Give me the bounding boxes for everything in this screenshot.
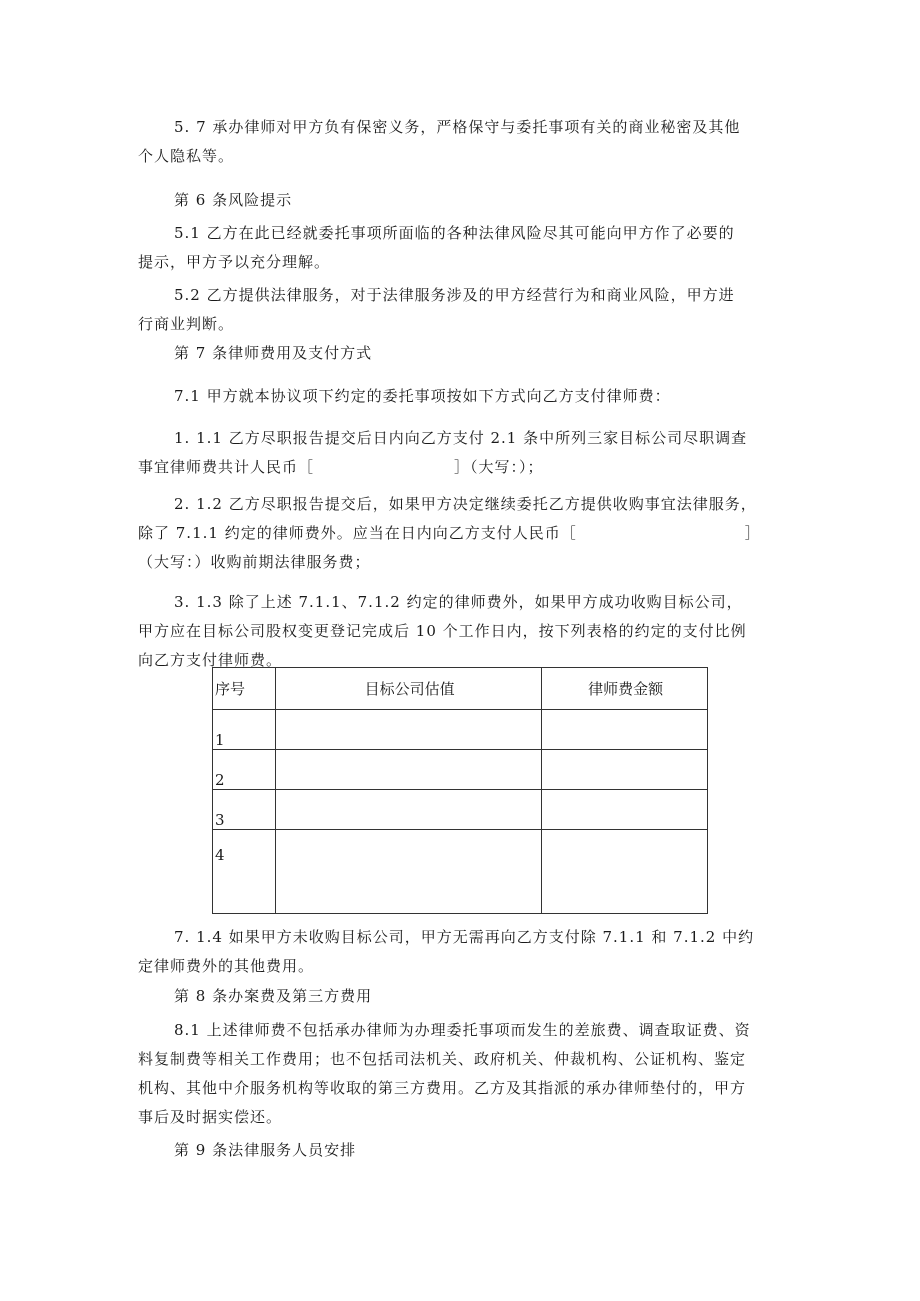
clause-7-1-1 — [138, 424, 784, 482]
clause-line: 1. 1.1 乙方尽职报告提交后日内向乙方支付 2.1 条中所列三家目标公司尽职调查 — [174, 429, 748, 447]
clause-5-7 — [138, 113, 784, 171]
clause-line: 7. 1.4 如果甲方未收购目标公司，甲方无需再向乙方支付除 7.1.1 和 7.1.2 中约 — [174, 928, 755, 946]
row-fee — [542, 750, 708, 790]
clause-text: ］（大写：）； — [454, 458, 544, 476]
clause-line: 甲方应在目标公司股权变更登记完成后 10 个工作日内，按下列表格的约定的支付比例 — [138, 622, 747, 640]
table-header-row — [213, 668, 708, 710]
clause-line: 料复制费等相关工作费用；也不包括司法机关、政府机关、仲裁机构、公证机构、鉴定 — [138, 1050, 747, 1068]
row-index: 1 — [213, 710, 276, 750]
clause-5-1 — [138, 219, 784, 277]
table-row — [213, 710, 708, 750]
clause-line — [138, 453, 784, 482]
header-valuation: 目标公司估值 — [275, 668, 541, 710]
clause-line: 5.1 乙方在此已经就委托事项所面临的各种法律风险尽其可能向甲方作了必要的 — [174, 224, 735, 242]
header-index: 序号 — [213, 668, 276, 710]
clause-line: 8.1 上述律师费不包括承办律师为办理委托事项而发生的差旅费、调查取证费、资 — [174, 1021, 751, 1039]
row-valuation — [275, 830, 541, 914]
clause-text: 事宜律师费共计人民币［ — [138, 458, 315, 476]
clause-8-1 — [138, 1016, 784, 1132]
row-index: 2 — [213, 750, 276, 790]
clause-line: 提示，甲方予以充分理解。 — [138, 253, 331, 271]
clause-line: 定律师费外的其他费用。 — [138, 957, 315, 975]
clause-line: （大写：）收购前期法律服务费； — [138, 553, 371, 571]
article-6-heading: 第 6 条风险提示 — [174, 191, 293, 209]
article-9-heading: 第 9 条法律服务人员安排 — [174, 1141, 357, 1159]
row-fee — [542, 830, 708, 914]
fee-table — [212, 667, 708, 914]
clause-5-2 — [138, 281, 784, 339]
clause-line: 7.1 甲方就本协议项下约定的委托事项按如下方式向乙方支付律师费： — [174, 387, 671, 405]
row-fee — [542, 790, 708, 830]
clause-line — [138, 519, 784, 548]
clause-line: 5. 7 承办律师对甲方负有保密义务，严格保守与委托事项有关的商业秘密及其他 — [174, 118, 741, 136]
clause-line: 2. 1.2 乙方尽职报告提交后，如果甲方决定继续委托乙方提供收购事宜法律服务， — [174, 495, 757, 513]
row-valuation — [275, 750, 541, 790]
clause-text: 除了 7.1.1 约定的律师费外。应当在日内向乙方支付人民币［ — [138, 524, 577, 542]
clause-7-1-4 — [138, 923, 784, 981]
clause-text: ］ — [744, 524, 761, 542]
clause-7-1-3 — [138, 588, 784, 675]
article-8-heading: 第 8 条办案费及第三方费用 — [174, 987, 373, 1005]
clause-line: 机构、其他中介服务机构等收取的第三方费用。乙方及其指派的承办律师垫付的，甲方 — [138, 1079, 747, 1097]
row-index: 4 — [213, 830, 276, 914]
clause-line: 向乙方支付律师费。 — [138, 651, 283, 669]
table-row — [213, 830, 708, 914]
header-fee: 律师费金额 — [542, 668, 708, 710]
clause-line: 事后及时据实偿还。 — [138, 1108, 283, 1126]
row-index: 3 — [213, 790, 276, 830]
row-valuation — [275, 790, 541, 830]
clause-line: 个人隐私等。 — [138, 147, 235, 165]
article-7-heading: 第 7 条律师费用及支付方式 — [174, 344, 373, 362]
table-row — [213, 790, 708, 830]
table-row — [213, 750, 708, 790]
clause-line: 3. 1.3 除了上述 7.1.1、7.1.2 约定的律师费外，如果甲方成功收购目标公司， — [174, 593, 743, 611]
clause-line: 5.2 乙方提供法律服务，对于法律服务涉及的甲方经营行为和商业风险，甲方进 — [174, 286, 735, 304]
clause-7-1-2 — [138, 490, 784, 577]
clause-line: 行商业判断。 — [138, 315, 235, 333]
row-fee — [542, 710, 708, 750]
row-valuation — [275, 710, 541, 750]
clause-7-1 — [138, 382, 784, 411]
